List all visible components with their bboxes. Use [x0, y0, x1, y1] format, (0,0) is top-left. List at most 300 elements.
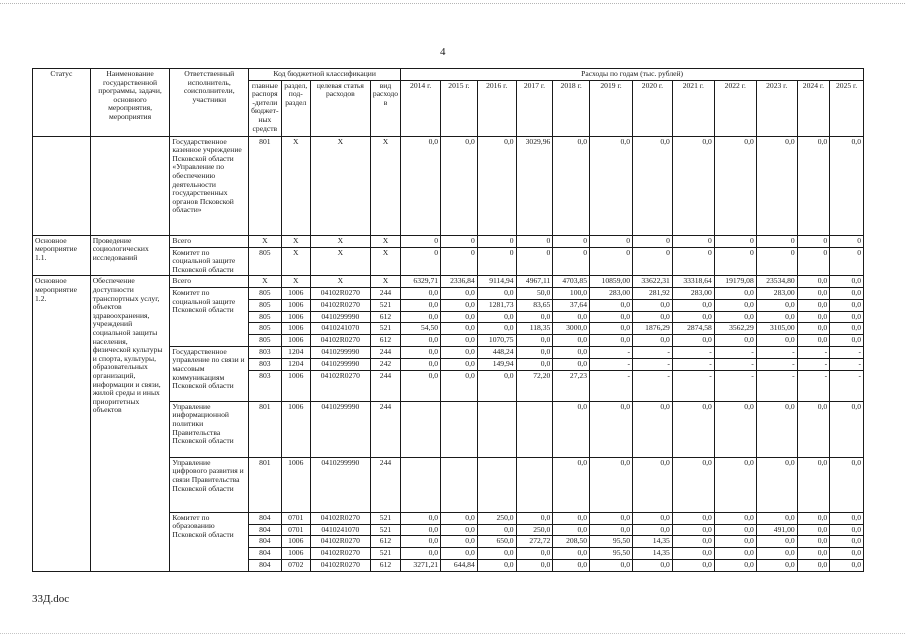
amount-cell: 0,0 — [441, 370, 478, 401]
executor-cell: Всего — [170, 235, 249, 247]
amount-cell: 95,50 — [590, 547, 633, 559]
amount-cell: - — [672, 370, 714, 401]
header-name: Наименование государственной программы, задачи, основного мероприятия, мероприятия — [90, 69, 170, 137]
amount-cell: 283,00 — [756, 287, 797, 299]
header-executor: Ответственный исполнитель, соисполнители, участники — [170, 69, 249, 137]
amount-cell: 0,0 — [714, 457, 756, 512]
amount-cell: 0,0 — [830, 524, 864, 536]
amount-cell: 0,0 — [797, 299, 830, 311]
header-year: 2021 г. — [672, 80, 714, 136]
amount-cell: 0,0 — [797, 559, 830, 571]
header-status: Статус — [33, 69, 91, 137]
kbk-cell: 1006 — [281, 311, 310, 323]
kbk-cell: 804 — [249, 524, 282, 536]
amount-cell: 208,50 — [553, 536, 590, 548]
kbk-cell: 04102R0270 — [310, 335, 370, 347]
kbk-cell: 804 — [249, 547, 282, 559]
amount-cell: 0 — [633, 235, 673, 247]
amount-cell: 0 — [756, 235, 797, 247]
amount-cell: 0,0 — [797, 323, 830, 335]
amount-cell: 0 — [830, 247, 864, 276]
amount-cell: 0,0 — [553, 311, 590, 323]
kbk-cell: 805 — [249, 287, 282, 299]
kbk-cell: X — [370, 235, 400, 247]
kbk-cell: 1006 — [281, 536, 310, 548]
amount-cell: 4703,85 — [553, 276, 590, 288]
kbk-cell: 0702 — [281, 559, 310, 571]
amount-cell: 0,0 — [797, 136, 830, 235]
amount-cell: 0,0 — [590, 559, 633, 571]
kbk-cell: X — [281, 136, 310, 235]
amount-cell: 0,0 — [633, 136, 673, 235]
header-year: 2025 г. — [830, 80, 864, 136]
amount-cell: 0,0 — [672, 559, 714, 571]
kbk-cell: 04102R0270 — [310, 299, 370, 311]
amount-cell: 0 — [590, 247, 633, 276]
amount-cell: 0,0 — [477, 547, 516, 559]
amount-cell: 272,72 — [516, 536, 553, 548]
kbk-cell: 244 — [370, 370, 400, 401]
amount-cell: 3271,21 — [401, 559, 441, 571]
amount-cell: 0,0 — [714, 559, 756, 571]
amount-cell: 54,50 — [401, 323, 441, 335]
header-year: 2014 г. — [401, 80, 441, 136]
amount-cell: 0,0 — [830, 136, 864, 235]
amount-cell: 37,64 — [553, 299, 590, 311]
executor-cell: Комитет по социальной защите Псковской области — [170, 287, 249, 346]
status-cell: Основное мероприятие 1.2. — [33, 276, 91, 571]
amount-cell: 0,0 — [401, 524, 441, 536]
amount-cell: 0 — [797, 235, 830, 247]
amount-cell: 0,0 — [401, 311, 441, 323]
amount-cell: 0,0 — [590, 401, 633, 457]
amount-cell: 14,35 — [633, 547, 673, 559]
kbk-cell: 04102R0270 — [310, 559, 370, 571]
kbk-cell: 805 — [249, 299, 282, 311]
amount-cell: 0,0 — [516, 346, 553, 358]
amount-cell: 0 — [672, 247, 714, 276]
amount-cell: 0,0 — [477, 287, 516, 299]
amount-cell: 0,0 — [797, 401, 830, 457]
kbk-cell: 804 — [249, 559, 282, 571]
amount-cell: 0,0 — [797, 311, 830, 323]
amount-cell: 0,0 — [830, 512, 864, 524]
amount-cell: 0,0 — [553, 136, 590, 235]
kbk-cell: 612 — [370, 335, 400, 347]
kbk-cell: 1006 — [281, 299, 310, 311]
kbk-cell: 0701 — [281, 512, 310, 524]
header-year: 2020 г. — [633, 80, 673, 136]
amount-cell: 0,0 — [401, 136, 441, 235]
amount-cell: - — [714, 370, 756, 401]
header-year: 2019 г. — [590, 80, 633, 136]
amount-cell: 0 — [633, 247, 673, 276]
amount-cell: 0,0 — [590, 512, 633, 524]
amount-cell: 2336,84 — [441, 276, 478, 288]
amount-cell: 0,0 — [516, 311, 553, 323]
kbk-cell: 1006 — [281, 323, 310, 335]
amount-cell: - — [756, 346, 797, 358]
amount-cell: 0,0 — [633, 457, 673, 512]
header-expenses: Расходы по годам (тыс. рублей) — [401, 69, 864, 81]
amount-cell: 0,0 — [633, 299, 673, 311]
amount-cell: 3105,00 — [756, 323, 797, 335]
kbk-cell: 804 — [249, 536, 282, 548]
kbk-cell: 04102R0270 — [310, 287, 370, 299]
kbk-cell: 1006 — [281, 547, 310, 559]
amount-cell: 0,0 — [441, 335, 478, 347]
amount-cell: 0,0 — [797, 512, 830, 524]
amount-cell: 0,0 — [553, 559, 590, 571]
amount-cell — [441, 401, 478, 457]
executor-cell: Всего — [170, 276, 249, 288]
kbk-cell: 244 — [370, 287, 400, 299]
amount-cell: 0,0 — [714, 136, 756, 235]
kbk-cell: X — [310, 136, 370, 235]
amount-cell: 0,0 — [401, 512, 441, 524]
kbk-cell: X — [310, 247, 370, 276]
amount-cell: 19179,08 — [714, 276, 756, 288]
amount-cell: 250,0 — [516, 524, 553, 536]
amount-cell: 0,0 — [553, 524, 590, 536]
amount-cell: 0 — [516, 235, 553, 247]
amount-cell: 14,35 — [633, 536, 673, 548]
amount-cell: 0 — [553, 247, 590, 276]
amount-cell: 0,0 — [553, 335, 590, 347]
amount-cell: 0,0 — [477, 524, 516, 536]
executor-cell: Управление цифрового развития и связи Правительства Псковской области — [170, 457, 249, 512]
amount-cell: 0,0 — [672, 311, 714, 323]
amount-cell: 0,0 — [830, 457, 864, 512]
kbk-cell: 612 — [370, 311, 400, 323]
amount-cell: - — [590, 370, 633, 401]
amount-cell: 0,0 — [797, 547, 830, 559]
scan-top-edge — [0, 3, 905, 4]
amount-cell: 0,0 — [672, 512, 714, 524]
amount-cell: 0,0 — [477, 136, 516, 235]
status-cell — [33, 136, 91, 235]
kbk-cell: X — [310, 276, 370, 288]
amount-cell: 0 — [441, 235, 478, 247]
amount-cell: 491,00 — [756, 524, 797, 536]
amount-cell: 2874,58 — [672, 323, 714, 335]
amount-cell: 1876,29 — [633, 323, 673, 335]
kbk-cell: X — [281, 276, 310, 288]
table-body — [33, 136, 864, 571]
amount-cell: 0,0 — [756, 311, 797, 323]
measure-name-cell: Обеспечение доступности транспортных услуг, объектов здравоохранения, учреждений социальной защиты населения, физической культуры и спорта, культуры, образовательных организаций, информации и связи, жилой среды и иных приоритетных объектов — [90, 276, 170, 571]
amount-cell: 0,0 — [672, 299, 714, 311]
kbk-cell: X — [370, 247, 400, 276]
amount-cell: 0,0 — [441, 547, 478, 559]
amount-cell: 33622,31 — [633, 276, 673, 288]
amount-cell: 0,0 — [553, 358, 590, 370]
kbk-cell: 0410299990 — [310, 358, 370, 370]
amount-cell: 0,0 — [477, 323, 516, 335]
measure-name-cell: Проведение социологических исследований — [90, 235, 170, 276]
amount-cell: - — [797, 358, 830, 370]
amount-cell: 0,0 — [553, 512, 590, 524]
status-cell: Основное мероприятие 1.1. — [33, 235, 91, 276]
amount-cell — [401, 401, 441, 457]
amount-cell: 0,0 — [401, 358, 441, 370]
amount-cell: 3562,29 — [714, 323, 756, 335]
amount-cell: 149,94 — [477, 358, 516, 370]
amount-cell: 0,0 — [553, 457, 590, 512]
kbk-cell: X — [370, 136, 400, 235]
amount-cell: 0,0 — [830, 299, 864, 311]
amount-cell: 283,00 — [590, 287, 633, 299]
amount-cell: 0,0 — [714, 335, 756, 347]
kbk-cell: 244 — [370, 457, 400, 512]
amount-cell: 283,00 — [672, 287, 714, 299]
amount-cell: 0,0 — [401, 536, 441, 548]
header-year: 2024 г. — [797, 80, 830, 136]
amount-cell: 0,0 — [401, 299, 441, 311]
amount-cell: 0,0 — [830, 547, 864, 559]
header-year: 2017 г. — [516, 80, 553, 136]
amount-cell: 0,0 — [714, 401, 756, 457]
amount-cell: 0,0 — [553, 346, 590, 358]
amount-cell: 27,23 — [553, 370, 590, 401]
kbk-cell: 04102R0270 — [310, 370, 370, 401]
amount-cell: 0,0 — [516, 547, 553, 559]
executor-cell: Комитет по образованию Псковской области — [170, 512, 249, 571]
amount-cell: 0,0 — [441, 346, 478, 358]
kbk-cell: X — [249, 276, 282, 288]
amount-cell: 0,0 — [714, 311, 756, 323]
amount-cell: 448,24 — [477, 346, 516, 358]
amount-cell: 1070,75 — [477, 335, 516, 347]
header-year: 2015 г. — [441, 80, 478, 136]
kbk-cell: 521 — [370, 524, 400, 536]
kbk-cell: 803 — [249, 346, 282, 358]
amount-cell: 100,0 — [553, 287, 590, 299]
amount-cell: 0,0 — [714, 524, 756, 536]
amount-cell: - — [830, 370, 864, 401]
amount-cell: - — [590, 346, 633, 358]
header-kbk-grbs: главные распоря-дители бюджет-ных средств — [249, 80, 282, 136]
amount-cell: 0,0 — [441, 358, 478, 370]
kbk-cell: 805 — [249, 247, 282, 276]
header-year: 2016 г. — [477, 80, 516, 136]
amount-cell: 0,0 — [553, 547, 590, 559]
kbk-cell: 0410299990 — [310, 401, 370, 457]
amount-cell: 0,0 — [401, 547, 441, 559]
kbk-cell: X — [310, 235, 370, 247]
amount-cell — [516, 401, 553, 457]
amount-cell — [401, 457, 441, 512]
amount-cell: 0,0 — [441, 299, 478, 311]
amount-cell: 650,0 — [477, 536, 516, 548]
file-name-label: 33Д.doc — [32, 593, 70, 605]
kbk-cell: 244 — [370, 346, 400, 358]
amount-cell: 0,0 — [830, 335, 864, 347]
header-kbk-target: целевая статья расходов — [310, 80, 370, 136]
amount-cell: 0,0 — [672, 401, 714, 457]
amount-cell: 0 — [714, 235, 756, 247]
amount-cell: 23534,80 — [756, 276, 797, 288]
amount-cell: 0 — [441, 247, 478, 276]
amount-cell: 0,0 — [441, 136, 478, 235]
amount-cell: 0,0 — [590, 299, 633, 311]
amount-cell: 0,0 — [477, 311, 516, 323]
kbk-cell: 244 — [370, 401, 400, 457]
amount-cell: 0,0 — [756, 536, 797, 548]
amount-cell: - — [830, 358, 864, 370]
amount-cell: 0,0 — [590, 524, 633, 536]
amount-cell: - — [633, 370, 673, 401]
kbk-cell: 521 — [370, 512, 400, 524]
kbk-cell: X — [281, 247, 310, 276]
amount-cell: 0,0 — [553, 401, 590, 457]
amount-cell: 0,0 — [714, 512, 756, 524]
amount-cell: 0,0 — [672, 547, 714, 559]
amount-cell: - — [797, 346, 830, 358]
kbk-cell: 805 — [249, 323, 282, 335]
amount-cell: 644,84 — [441, 559, 478, 571]
amount-cell: 3000,0 — [553, 323, 590, 335]
amount-cell: 0,0 — [797, 287, 830, 299]
kbk-cell: 801 — [249, 136, 282, 235]
header-year: 2022 г. — [714, 80, 756, 136]
amount-cell: 250,0 — [477, 512, 516, 524]
amount-cell: 6329,71 — [401, 276, 441, 288]
amount-cell: 0,0 — [830, 311, 864, 323]
amount-cell: 118,35 — [516, 323, 553, 335]
amount-cell: 0,0 — [590, 311, 633, 323]
amount-cell: 0,0 — [672, 524, 714, 536]
kbk-cell: 521 — [370, 299, 400, 311]
scan-bottom-edge — [0, 633, 905, 634]
amount-cell: 0,0 — [590, 323, 633, 335]
amount-cell: 0,0 — [714, 547, 756, 559]
amount-cell: 0,0 — [516, 559, 553, 571]
kbk-cell: 612 — [370, 536, 400, 548]
amount-cell: 0,0 — [714, 536, 756, 548]
kbk-cell: 803 — [249, 358, 282, 370]
amount-cell: 0,0 — [756, 512, 797, 524]
kbk-cell: 801 — [249, 457, 282, 512]
amount-cell: - — [830, 346, 864, 358]
amount-cell: 0 — [553, 235, 590, 247]
amount-cell: 0,0 — [633, 401, 673, 457]
kbk-cell: 805 — [249, 335, 282, 347]
amount-cell: 33318,64 — [672, 276, 714, 288]
amount-cell: - — [714, 358, 756, 370]
amount-cell: 0 — [714, 247, 756, 276]
amount-cell: 0,0 — [633, 512, 673, 524]
amount-cell: 0 — [672, 235, 714, 247]
amount-cell — [441, 457, 478, 512]
amount-cell: - — [633, 346, 673, 358]
kbk-cell: 0410299990 — [310, 457, 370, 512]
amount-cell: 0 — [477, 247, 516, 276]
executor-cell: Государственное управление по связи и массовым коммуникациям Псковской области — [170, 346, 249, 401]
amount-cell: 0,0 — [590, 136, 633, 235]
kbk-cell: 521 — [370, 547, 400, 559]
kbk-cell: X — [370, 276, 400, 288]
kbk-cell: 805 — [249, 311, 282, 323]
kbk-cell: 803 — [249, 370, 282, 401]
amount-cell: 0 — [477, 235, 516, 247]
amount-cell: 0 — [516, 247, 553, 276]
kbk-cell: 1006 — [281, 335, 310, 347]
amount-cell: 0,0 — [756, 335, 797, 347]
amount-cell: 0,0 — [441, 287, 478, 299]
amount-cell: 3029,96 — [516, 136, 553, 235]
amount-cell: 0,0 — [797, 524, 830, 536]
amount-cell: 0,0 — [477, 559, 516, 571]
amount-cell: 0,0 — [830, 401, 864, 457]
amount-cell: - — [756, 358, 797, 370]
amount-cell: 0,0 — [401, 346, 441, 358]
page-number: 4 — [440, 46, 446, 58]
amount-cell: 0 — [590, 235, 633, 247]
amount-cell: 0,0 — [672, 136, 714, 235]
amount-cell: 0,0 — [633, 559, 673, 571]
amount-cell: 0,0 — [441, 311, 478, 323]
amount-cell: 0,0 — [830, 559, 864, 571]
amount-cell: 0,0 — [441, 512, 478, 524]
amount-cell: 0,0 — [633, 335, 673, 347]
amount-cell: 50,0 — [516, 287, 553, 299]
amount-cell: 0,0 — [797, 457, 830, 512]
amount-cell: - — [590, 358, 633, 370]
measure-name-cell — [90, 136, 170, 235]
amount-cell: 10859,00 — [590, 276, 633, 288]
kbk-cell: 1006 — [281, 457, 310, 512]
kbk-cell: X — [281, 235, 310, 247]
amount-cell: 0,0 — [797, 536, 830, 548]
kbk-cell: 242 — [370, 358, 400, 370]
amount-cell: - — [756, 370, 797, 401]
kbk-cell: 0410241070 — [310, 323, 370, 335]
kbk-cell: 04102R0270 — [310, 547, 370, 559]
amount-cell: 0,0 — [756, 559, 797, 571]
amount-cell: 0,0 — [756, 457, 797, 512]
amount-cell: 0,0 — [797, 276, 830, 288]
amount-cell: 0 — [797, 247, 830, 276]
amount-cell: 0,0 — [756, 136, 797, 235]
amount-cell: 0,0 — [714, 287, 756, 299]
amount-cell: 9114,94 — [477, 276, 516, 288]
amount-cell: 0,0 — [633, 524, 673, 536]
header-kbk-type: вид расходов — [370, 80, 400, 136]
amount-cell: 0,0 — [441, 323, 478, 335]
amount-cell: 0,0 — [477, 370, 516, 401]
amount-cell: - — [797, 370, 830, 401]
kbk-cell: 0701 — [281, 524, 310, 536]
amount-cell: 0,0 — [590, 335, 633, 347]
amount-cell: 0,0 — [830, 276, 864, 288]
kbk-cell: 521 — [370, 323, 400, 335]
amount-cell: 4967,11 — [516, 276, 553, 288]
kbk-cell: X — [249, 235, 282, 247]
amount-cell — [477, 457, 516, 512]
amount-cell: 0,0 — [830, 323, 864, 335]
amount-cell: 281,92 — [633, 287, 673, 299]
executor-cell: Комитет по социальной защите Псковской области — [170, 247, 249, 276]
amount-cell: 0 — [830, 235, 864, 247]
amount-cell: 0,0 — [756, 401, 797, 457]
kbk-cell: 04102R0270 — [310, 536, 370, 548]
amount-cell: 0,0 — [441, 536, 478, 548]
amount-cell: - — [714, 346, 756, 358]
amount-cell: 0,0 — [756, 547, 797, 559]
amount-cell: 0,0 — [441, 524, 478, 536]
amount-cell: 83,65 — [516, 299, 553, 311]
